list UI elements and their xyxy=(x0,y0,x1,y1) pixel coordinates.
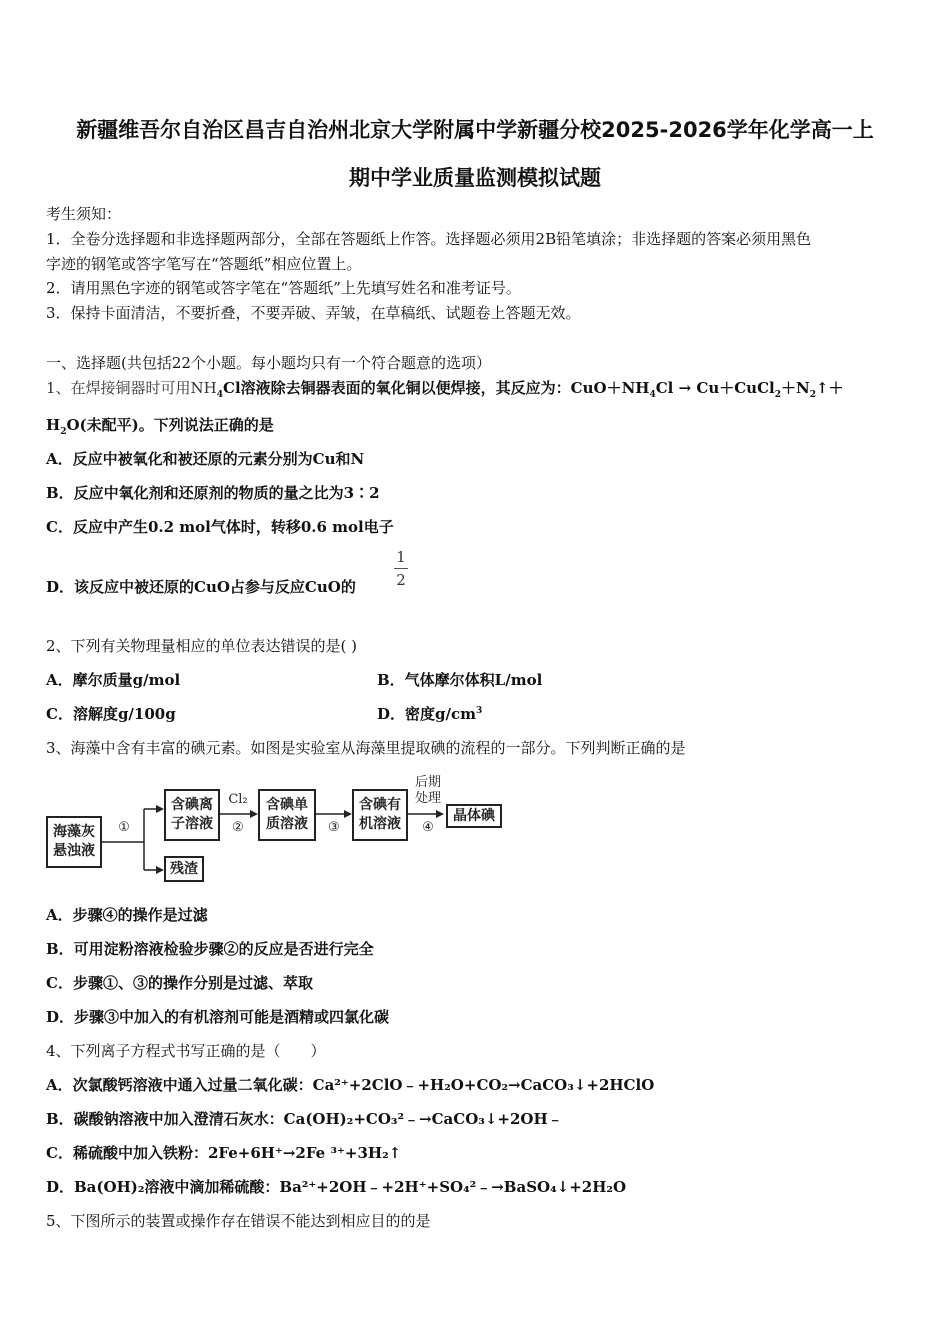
q1-stem xyxy=(46,377,844,398)
q5-stem: 5、下图所示的装置或操作存在错误不能达到相应目的的是 xyxy=(46,1212,431,1230)
q1-stem-mid: Cl溶液除去铜器表面的氧化铜以便焊接，其反应为：CuO＋NH xyxy=(223,379,650,397)
q4-stem: 4、下列离子方程式书写正确的是（ ） xyxy=(46,1042,326,1060)
q4-option-a[interactable]: A．次氯酸钙溶液中通入过量二氧化碳：Ca²⁺+2ClO﹣+H₂O+CO₂→CaCO₃↓+2HClO xyxy=(46,1076,655,1094)
page-title-line1: 新疆维吾尔自治区昌吉自治州北京大学附属中学新疆分校2025-2026学年化学高一上 xyxy=(76,118,874,142)
flow-step-2: ② xyxy=(232,820,244,835)
q1-option-b[interactable]: B．反应中氧化剂和还原剂的物质的量之比为3∶2 xyxy=(46,484,380,502)
q3-option-a[interactable]: A．步骤④的操作是过滤 xyxy=(46,906,208,924)
arrow-head xyxy=(344,810,352,818)
flow-box-organic-solution: 含碘有机溶液 xyxy=(352,789,408,841)
q3-option-d[interactable]: D．步骤③中加入的有机溶剂可能是酒精或四氯化碳 xyxy=(46,1008,390,1026)
q1-sub: 2 xyxy=(60,427,67,437)
q1-option-c[interactable]: C．反应中产生0.2 mol气体时，转移0.6 mol电子 xyxy=(46,518,394,536)
q1-stem-end: ＋N xyxy=(780,379,810,397)
q2-stem: 2、下列有关物理量相应的单位表达错误的是( ) xyxy=(46,637,358,655)
flow-box-iodine-solution: 含碘单质溶液 xyxy=(258,789,316,841)
q1-sub: 2 xyxy=(774,390,781,400)
q2-option-d-text: D．密度g/cm xyxy=(377,705,476,723)
flow-step-1: ① xyxy=(118,820,130,835)
q2-option-c[interactable]: C．溶解度g/100g xyxy=(46,705,176,723)
fraction-numerator: 1 xyxy=(396,548,406,566)
q3-option-c[interactable]: C．步骤①、③的操作分别是过滤、萃取 xyxy=(46,974,313,992)
q1-option-d[interactable]: D．该反应中被还原的CuO占参与反应CuO的 xyxy=(46,578,356,596)
q1-stem-lead: 1、在焊接铜器时可用NH xyxy=(46,379,217,397)
q3-option-b[interactable]: B．可用淀粉溶液检验步骤②的反应是否进行完全 xyxy=(46,940,374,958)
flow-step-3: ③ xyxy=(328,820,340,835)
q1-option-a[interactable]: A．反应中被氧化和被还原的元素分别为Cu和N xyxy=(46,450,365,468)
notice-item-3: 3．保持卡面清洁，不要折叠，不要弄破、弄皱，在草稿纸、试题卷上答题无效。 xyxy=(46,304,581,322)
q3-stem: 3、海藻中含有丰富的碘元素。如图是实验室从海藻里提取碘的流程的一部分。下列判断正确的是 xyxy=(46,739,686,757)
q4-option-d[interactable]: D．Ba(OH)₂溶液中滴加稀硫酸：Ba²⁺+2OH﹣+2H⁺+SO₄²﹣→BaSO₄↓+2H₂O xyxy=(46,1178,627,1196)
q1-sub: 2 xyxy=(809,390,816,400)
q1-stem-mid2: Cl → Cu＋CuCl xyxy=(655,379,775,397)
arrow-head xyxy=(250,810,258,818)
q4-option-c[interactable]: C．稀硫酸中加入铁粉：2Fe+6H⁺→2Fe ³⁺+3H₂↑ xyxy=(46,1144,402,1162)
q1-line2-a: H xyxy=(46,416,61,434)
q1-stem-line2 xyxy=(46,414,274,435)
flow-box-seaweed-ash: 海藻灰悬浊液 xyxy=(46,816,102,868)
q2-option-d[interactable] xyxy=(377,703,482,724)
flow-reagent-cl2: Cl₂ xyxy=(228,792,248,807)
flow-step-4: ④ xyxy=(422,820,434,835)
q2-option-a[interactable]: A．摩尔质量g/mol xyxy=(46,671,181,689)
q1-sub: 4 xyxy=(649,390,656,400)
fraction-bar xyxy=(394,568,408,569)
notice-item-2: 2．请用黑色字迹的钢笔或答字笔在“答题纸”上先填写姓名和准考证号。 xyxy=(46,279,521,297)
notice-item-1b: 字迹的钢笔或答字笔写在“答题纸”相应位置上。 xyxy=(46,255,362,273)
flow-post-treatment: 后期处理 xyxy=(414,775,441,806)
flow-box-iodide-solution: 含碘离子溶液 xyxy=(164,789,220,841)
notice-heading: 考生须知： xyxy=(46,205,122,223)
q1-stem-end2: ↑＋ xyxy=(815,379,844,397)
notice-item-1a: 1．全卷分选择题和非选择题两部分，全部在答题纸上作答。选择题必须用2B铅笔填涂；非选择题的答案必须用黑色 xyxy=(46,230,812,248)
flow-box-crystal-iodine: 晶体碘 xyxy=(446,804,502,828)
q4-option-b[interactable]: B．碳酸钠溶液中加入澄清石灰水：Ca(OH)₂+CO₃²﹣→CaCO₃↓+2OH﹣ xyxy=(46,1110,563,1128)
arrow-head xyxy=(436,810,444,818)
q1-fraction xyxy=(394,548,408,589)
q2-option-d-sup: 3 xyxy=(475,706,483,716)
section-heading: 一、选择题(共包括22个小题。每小题均只有一个符合题意的选项） xyxy=(46,354,491,372)
fraction-denominator: 2 xyxy=(396,571,406,589)
q3-flow-diagram xyxy=(44,774,514,886)
flow-box-residue: 残渣 xyxy=(164,856,204,882)
page-title-line2: 期中学业质量监测模拟试题 xyxy=(349,166,601,190)
q2-option-b[interactable]: B．气体摩尔体积L/mol xyxy=(377,671,543,689)
arrow-head xyxy=(156,866,164,874)
arrow-head xyxy=(156,805,164,813)
q1-sub: 4 xyxy=(216,390,224,400)
q1-line2-b: O(未配平)。下列说法正确的是 xyxy=(66,416,274,434)
